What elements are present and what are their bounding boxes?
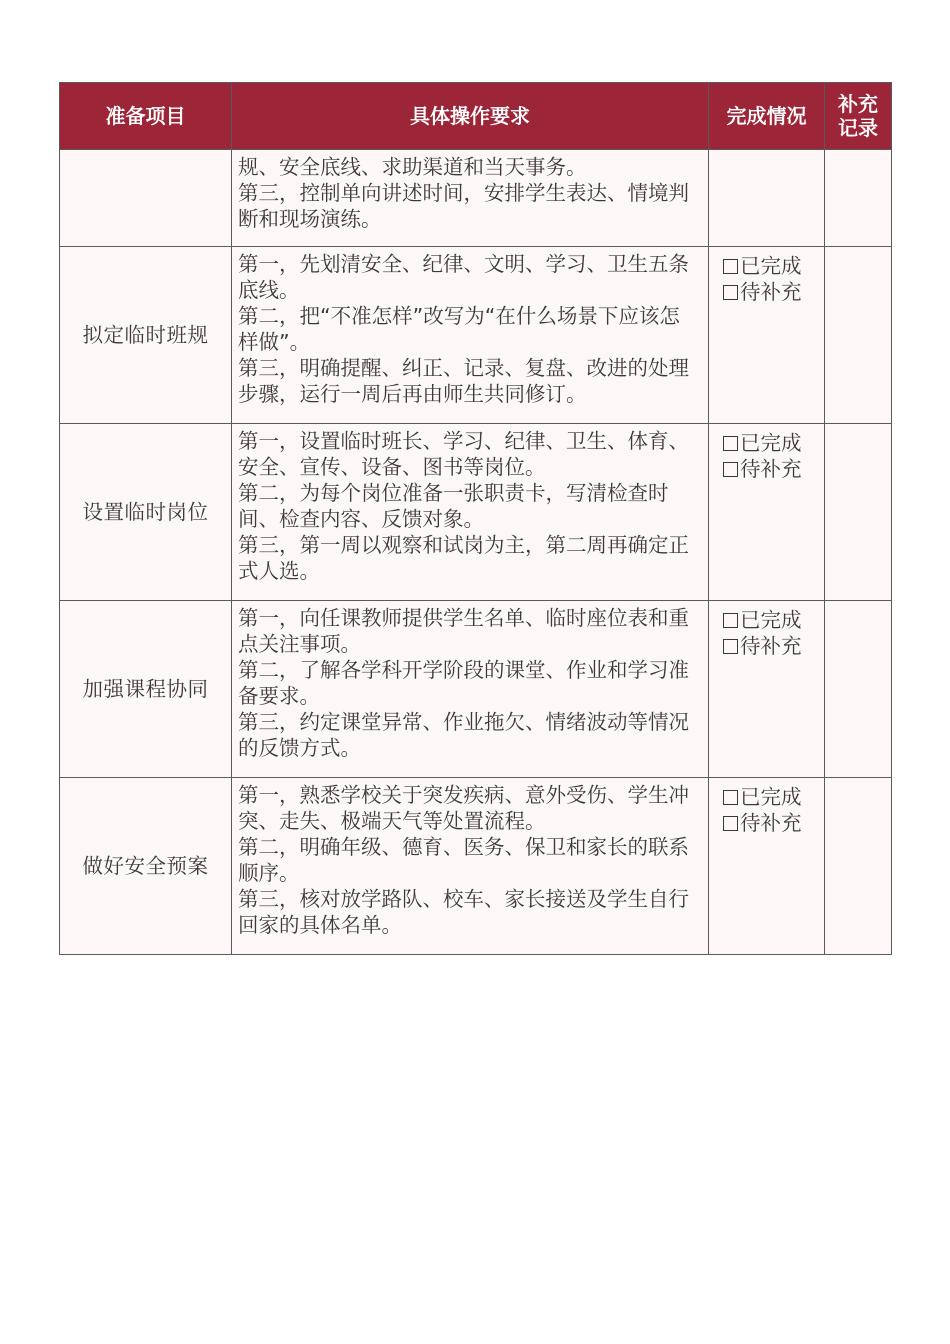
item-cell — [60, 150, 232, 247]
status-done-label: 已完成 — [740, 608, 802, 632]
checkbox-icon[interactable] — [723, 639, 738, 654]
note-cell[interactable] — [825, 601, 892, 778]
status-pending-option[interactable] — [723, 633, 824, 659]
status-pending-label: 待补充 — [740, 280, 802, 304]
header-note — [825, 83, 892, 150]
note-cell[interactable] — [825, 150, 892, 247]
preparation-checklist-table — [59, 82, 892, 955]
requirement-line: 第三，明确提醒、纠正、记录、复盘、改进的处理步骤，运行一周后再由师生共同修订。 — [238, 356, 689, 406]
header-note-line2: 记录 — [838, 116, 878, 140]
requirement-line: 第三，约定课堂异常、作业拖欠、情绪波动等情况的反馈方式。 — [238, 710, 689, 760]
note-cell[interactable] — [825, 247, 892, 424]
status-pending-option[interactable] — [723, 456, 824, 482]
checkbox-icon[interactable] — [723, 259, 738, 274]
requirement-cell — [232, 247, 709, 424]
requirement-line: 第一，熟悉学校关于突发疾病、意外受伤、学生冲突、走失、极端天气等处置流程。 — [238, 783, 689, 833]
requirement-line: 第三，核对放学路队、校车、家长接送及学生自行回家的具体名单。 — [238, 887, 689, 937]
status-done-label: 已完成 — [740, 254, 802, 278]
table-row — [60, 150, 892, 247]
item-cell: 做好安全预案 — [60, 778, 232, 955]
status-done-label: 已完成 — [740, 431, 802, 455]
requirement-line: 第二，把“不准怎样”改写为“在什么场景下应该怎样做”。 — [238, 304, 680, 354]
checkbox-icon[interactable] — [723, 285, 738, 300]
header-note-line1: 补充 — [838, 92, 878, 116]
requirement-line: 第一，设置临时班长、学习、纪律、卫生、体育、安全、宣传、设备、图书等岗位。 — [238, 429, 689, 479]
requirement-line: 规、安全底线、求助渠道和当天事务。 — [238, 155, 587, 179]
status-cell — [709, 778, 825, 955]
requirement-cell — [232, 424, 709, 601]
requirement-line: 第一，向任课教师提供学生名单、临时座位表和重点关注事项。 — [238, 606, 689, 656]
status-cell — [709, 424, 825, 601]
requirement-line: 第三，控制单向讲述时间，安排学生表达、情境判断和现场演练。 — [238, 181, 689, 231]
status-cell — [709, 247, 825, 424]
requirement-line: 第三，第一周以观察和试岗为主，第二周再确定正式人选。 — [238, 533, 689, 583]
requirement-line: 第二，明确年级、德育、医务、保卫和家长的联系顺序。 — [238, 835, 689, 885]
status-done-option[interactable] — [723, 253, 824, 279]
table-row — [60, 778, 892, 955]
requirement-cell — [232, 778, 709, 955]
status-done-option[interactable] — [723, 784, 824, 810]
checkbox-icon[interactable] — [723, 816, 738, 831]
status-cell — [709, 150, 825, 247]
requirement-line: 第二，为每个岗位准备一张职责卡，写清检查时间、检查内容、反馈对象。 — [238, 481, 669, 531]
status-pending-label: 待补充 — [740, 811, 802, 835]
table-row — [60, 424, 892, 601]
header-requirement: 具体操作要求 — [232, 83, 709, 150]
header-status: 完成情况 — [709, 83, 825, 150]
checkbox-icon[interactable] — [723, 613, 738, 628]
note-cell[interactable] — [825, 424, 892, 601]
table-header-row — [60, 83, 892, 150]
note-cell[interactable] — [825, 778, 892, 955]
checkbox-icon[interactable] — [723, 790, 738, 805]
item-cell: 设置临时岗位 — [60, 424, 232, 601]
requirement-line: 第二，了解各学科开学阶段的课堂、作业和学习准备要求。 — [238, 658, 689, 708]
status-done-option[interactable] — [723, 607, 824, 633]
requirement-line: 第一，先划清安全、纪律、文明、学习、卫生五条底线。 — [238, 252, 689, 302]
checkbox-icon[interactable] — [723, 436, 738, 451]
status-done-label: 已完成 — [740, 785, 802, 809]
requirement-cell — [232, 150, 709, 247]
item-cell: 拟定临时班规 — [60, 247, 232, 424]
requirement-cell — [232, 601, 709, 778]
status-done-option[interactable] — [723, 430, 824, 456]
item-cell: 加强课程协同 — [60, 601, 232, 778]
status-pending-option[interactable] — [723, 810, 824, 836]
status-cell — [709, 601, 825, 778]
status-pending-label: 待补充 — [740, 634, 802, 658]
status-pending-label: 待补充 — [740, 457, 802, 481]
table-row — [60, 247, 892, 424]
table-row — [60, 601, 892, 778]
header-item: 准备项目 — [60, 83, 232, 150]
status-pending-option[interactable] — [723, 279, 824, 305]
checkbox-icon[interactable] — [723, 462, 738, 477]
